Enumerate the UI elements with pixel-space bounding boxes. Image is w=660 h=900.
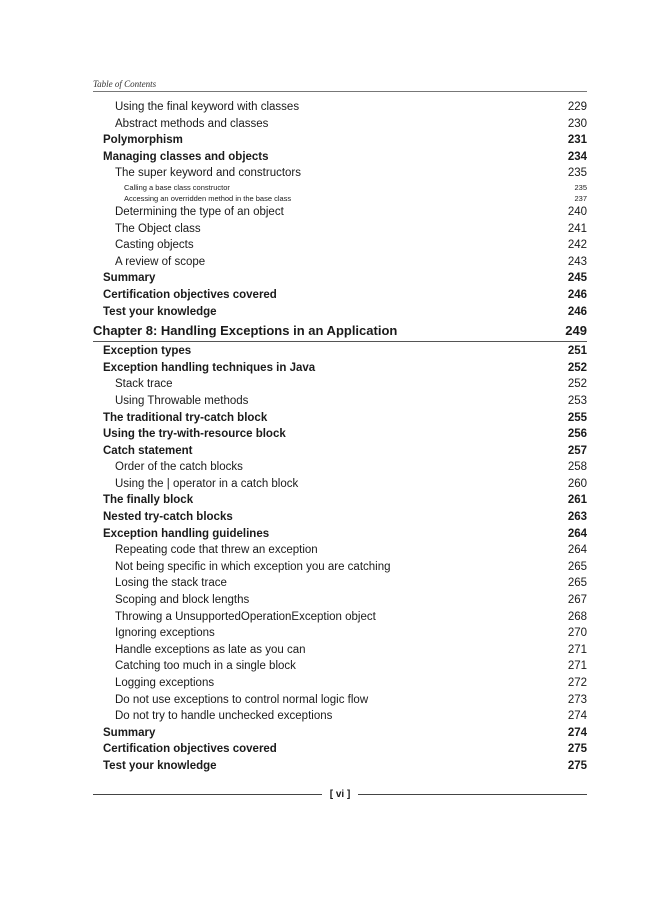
toc-entry[interactable] xyxy=(93,692,587,709)
toc-entry[interactable] xyxy=(93,443,587,460)
toc-entry-page: 251 xyxy=(567,345,587,358)
toc-entry-title: Logging exceptions xyxy=(115,677,215,689)
toc-entry-title: Certification objectives covered xyxy=(103,743,277,756)
footer-rule-right xyxy=(358,794,587,795)
toc-entry-page: 255 xyxy=(567,411,587,424)
toc-entry-title: A review of scope xyxy=(115,255,206,268)
toc-entry-page: 241 xyxy=(567,222,587,235)
toc-entry-page: 272 xyxy=(567,677,587,689)
toc-entry-page: 246 xyxy=(567,288,587,301)
toc-entry-title: Losing the stack trace xyxy=(115,577,227,590)
toc-entry-page: 235 xyxy=(574,182,587,192)
toc-entry-page: 260 xyxy=(567,477,587,490)
toc-entry[interactable] xyxy=(93,426,587,443)
running-header: Table of Contents xyxy=(93,79,157,89)
toc-entry[interactable] xyxy=(93,270,587,287)
toc-entry[interactable] xyxy=(93,592,587,609)
page-number: [ vi ] xyxy=(329,789,351,800)
toc-entry-title: Abstract methods and classes xyxy=(115,117,269,130)
header-rule xyxy=(93,91,587,92)
toc-entry-title: Handle exceptions as late as you can xyxy=(115,643,306,656)
toc-entry-page: 265 xyxy=(567,560,587,573)
toc-entry-page: 252 xyxy=(567,378,587,391)
toc-entry-title: Repeating code that threw an exception xyxy=(115,544,318,557)
toc-entry[interactable] xyxy=(93,165,587,182)
toc-entry-title: Scoping and block lengths xyxy=(115,594,250,607)
toc-entry-page: 246 xyxy=(567,305,587,318)
toc-entry[interactable] xyxy=(93,526,587,543)
toc-entry-page: 243 xyxy=(567,255,587,268)
toc-entry-title: Stack trace xyxy=(115,378,173,391)
toc-entry-title: Determining the type of an object xyxy=(115,205,284,218)
toc-entry[interactable] xyxy=(93,360,587,377)
toc-entry-page: 275 xyxy=(567,759,587,772)
toc-entry-page: 273 xyxy=(567,693,587,706)
toc-entry-page: 237 xyxy=(574,193,587,203)
toc-entry-title: Exception types xyxy=(103,345,192,358)
toc-entry-title: Catch statement xyxy=(103,444,193,457)
toc-entry-title: Not being specific in which exception you are catching xyxy=(115,560,391,573)
toc-entry-page: 264 xyxy=(567,527,587,540)
toc-entry-title: Test your knowledge xyxy=(103,305,217,318)
toc-entry-title: Certification objectives covered xyxy=(103,288,277,301)
toc-entry-title: The Object class xyxy=(115,222,201,235)
toc-entry-title: Exception handling techniques in Java xyxy=(103,361,316,374)
footer-rule-left xyxy=(93,794,322,795)
toc-entry-page: 274 xyxy=(567,710,587,723)
toc-entry-page: 271 xyxy=(567,660,587,673)
toc-entry[interactable] xyxy=(93,99,587,116)
toc-entry-title: Using Throwable methods xyxy=(115,394,249,407)
toc-entry-title: Casting objects xyxy=(115,239,194,252)
toc-entry-page: 240 xyxy=(567,205,587,218)
toc-entry[interactable] xyxy=(93,492,587,509)
toc-entry[interactable] xyxy=(93,193,587,204)
toc-entry-title: Calling a base class constructor xyxy=(124,182,230,192)
toc-entry-title: Test your knowledge xyxy=(103,759,217,772)
toc-entry[interactable] xyxy=(93,254,587,271)
toc-entry[interactable] xyxy=(93,542,587,559)
toc-entry[interactable] xyxy=(93,625,587,642)
toc-entry-page: 253 xyxy=(567,394,587,407)
toc-entry-page: 270 xyxy=(567,627,587,640)
toc-entry[interactable] xyxy=(93,149,587,166)
toc-entry[interactable] xyxy=(93,116,587,133)
toc-entry-title: Do not try to handle unchecked exceptions xyxy=(115,710,333,723)
toc-entry-title: Using the try-with-resource block xyxy=(103,428,286,441)
toc-entry-page: 235 xyxy=(567,167,587,180)
toc-entry-page: 271 xyxy=(567,643,587,656)
toc-entry-title: Accessing an overridden method in the base class xyxy=(124,193,292,203)
toc-entry-page: 275 xyxy=(567,743,587,756)
toc-entry-page: 252 xyxy=(567,361,587,374)
toc-entry-title: Chapter 8: Handling Exceptions in an Application xyxy=(93,323,398,339)
toc-entry[interactable] xyxy=(93,741,587,758)
toc-entry[interactable] xyxy=(93,132,587,149)
toc-entry[interactable] xyxy=(93,658,587,675)
toc-entry-page: 234 xyxy=(567,150,587,163)
toc-entry-title: The traditional try-catch block xyxy=(103,411,268,424)
toc-entry-title: Managing classes and objects xyxy=(103,150,269,163)
toc-entry[interactable] xyxy=(93,237,587,254)
toc-entry-title: The finally block xyxy=(103,494,194,507)
toc-entry-page: 265 xyxy=(567,577,587,590)
toc-entry-page: 257 xyxy=(567,444,587,457)
toc-entry-page: 249 xyxy=(565,323,587,339)
toc-entry-title: The super keyword and constructors xyxy=(115,167,302,180)
toc-entry[interactable] xyxy=(93,287,587,304)
toc-entry[interactable] xyxy=(93,410,587,427)
toc-entry-page: 242 xyxy=(567,239,587,252)
toc-entry-title: Using the final keyword with classes xyxy=(115,101,300,113)
toc-entry-page: 256 xyxy=(567,428,587,441)
toc-entry[interactable] xyxy=(93,725,587,742)
toc-chapter-entry[interactable] xyxy=(93,320,587,342)
toc-entry[interactable] xyxy=(93,204,587,221)
toc-entry-title: Summary xyxy=(103,726,156,739)
toc-entry[interactable] xyxy=(93,675,587,692)
toc-entry[interactable] xyxy=(93,708,587,725)
toc-entry[interactable] xyxy=(93,376,587,393)
toc-entry-title: Ignoring exceptions xyxy=(115,627,215,640)
toc-entry[interactable] xyxy=(93,343,587,360)
toc-entry-page: 268 xyxy=(567,610,587,623)
toc-entry[interactable] xyxy=(93,575,587,592)
toc-entry[interactable] xyxy=(93,609,587,626)
toc-entry-page: 258 xyxy=(567,461,587,474)
toc-entry[interactable] xyxy=(93,182,587,193)
toc-entry-page: 274 xyxy=(567,726,587,739)
toc-entry-title: Exception handling guidelines xyxy=(103,527,270,540)
toc-entry-title: Using the | operator in a catch block xyxy=(115,477,299,490)
toc-entry[interactable] xyxy=(93,509,587,526)
toc-entry[interactable] xyxy=(93,758,587,775)
toc-entry[interactable] xyxy=(93,459,587,476)
toc-entry[interactable] xyxy=(93,393,587,410)
toc-entry[interactable] xyxy=(93,476,587,493)
toc-entry-page: 263 xyxy=(567,511,587,524)
toc-entry-title: Throwing a UnsupportedOperationException object xyxy=(115,610,376,623)
toc-entry-page: 245 xyxy=(567,272,587,285)
toc-entry-title: Nested try-catch blocks xyxy=(103,511,233,524)
toc-entry-title: Summary xyxy=(103,272,156,285)
table-of-contents xyxy=(93,99,587,775)
toc-entry-page: 267 xyxy=(567,594,587,607)
toc-entry[interactable] xyxy=(93,559,587,576)
toc-entry-title: Do not use exceptions to control normal logic flow xyxy=(115,693,369,706)
toc-entry[interactable] xyxy=(93,304,587,321)
page-footer xyxy=(93,789,587,800)
toc-entry-title: Polymorphism xyxy=(103,134,183,147)
toc-entry-page: 264 xyxy=(567,544,587,557)
toc-entry-title: Catching too much in a single block xyxy=(115,660,296,673)
toc-entry-page: 230 xyxy=(567,117,587,130)
toc-entry[interactable] xyxy=(93,221,587,238)
toc-entry-page: 229 xyxy=(567,101,587,113)
toc-entry-page: 231 xyxy=(567,134,587,147)
toc-entry[interactable] xyxy=(93,642,587,659)
toc-entry-page: 261 xyxy=(567,494,587,507)
toc-entry-title: Order of the catch blocks xyxy=(115,461,243,474)
